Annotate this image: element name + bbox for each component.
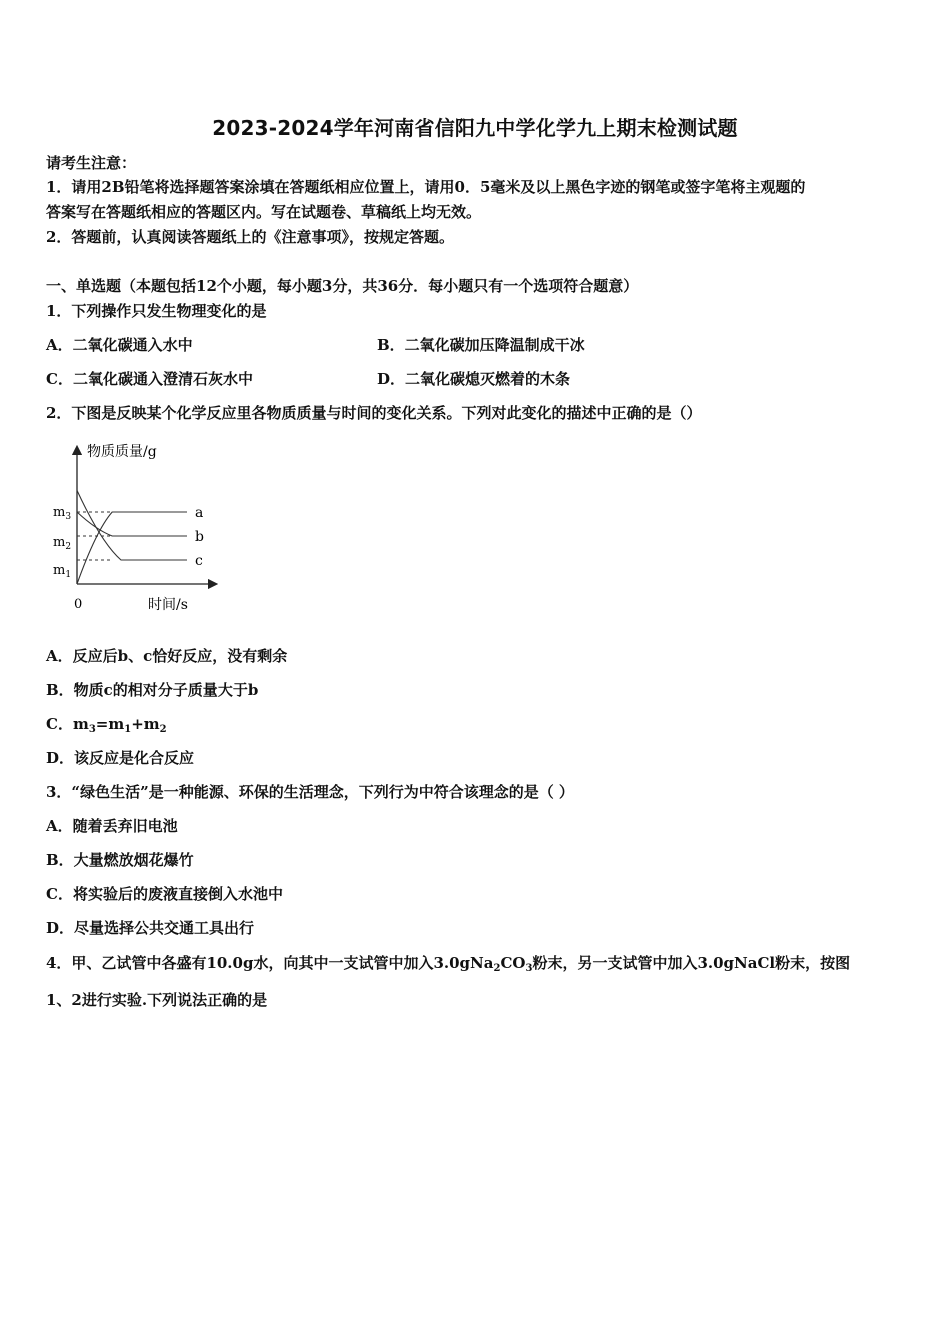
- section-heading: 一、单选题（本题包括12个小题，每小题3分，共36分．每小题只有一个选项符合题意）: [46, 277, 639, 295]
- q2-option-c: C．$m_3=m_1+m_2$: [46, 715, 167, 735]
- q1-option-c: C．二氧化碳通入澄清石灰水中: [46, 370, 253, 388]
- q3-option-b: B．大量燃放烟花爆竹: [46, 851, 194, 869]
- series-b-line: [77, 512, 187, 536]
- q3-option-c: C．将实验后的废液直接倒入水池中: [46, 885, 283, 903]
- y-axis-label: 物质质量/g: [87, 444, 157, 460]
- series-b-label: b: [195, 529, 204, 545]
- q3-option-a: A．随着丢弃旧电池: [46, 817, 178, 835]
- notice-line-1: 1．请用2B铅笔将选择题答案涂填在答题纸相应位置上，请用0．5毫米及以上黑色字迹的钢笔或签字笔将主观题的: [46, 178, 806, 196]
- q2-stem: 2．下图是反映某个化学反应里各物质质量与时间的变化关系。下列对此变化的描述中正确的是（）: [46, 404, 702, 422]
- q1-stem: 1．下列操作只发生物理变化的是: [46, 302, 267, 320]
- q3-option-d: D．尽量选择公共交通工具出行: [46, 919, 255, 937]
- mass-time-chart: [40, 436, 240, 621]
- notice-line-3: 2．答题前，认真阅读答题纸上的《注意事项》，按规定答题。: [46, 228, 454, 246]
- q2-option-d: D．该反应是化合反应: [46, 749, 195, 767]
- q1-option-b: B．二氧化碳加压降温制成干冰: [377, 336, 585, 354]
- m3-tick-label: $m_3$: [53, 505, 72, 522]
- q3-stem: 3．“绿色生活”是一种能源、环保的生活理念，下列行为中符合该理念的是（ ）: [46, 783, 574, 801]
- m2-tick-label: $m_2$: [53, 535, 72, 552]
- q2-option-a: A．反应后b、c恰好反应，没有剩余: [46, 647, 288, 665]
- q1-option-a: A．二氧化碳通入水中: [46, 336, 193, 354]
- series-a-label: a: [195, 505, 204, 521]
- series-c-label: c: [195, 553, 203, 569]
- q4-stem: 4．甲、乙试管中各盛有10.0g水，向其中一支试管中加入$3.0gNa_2CO_3$粉末，另一支试管中加入3.0gNaCl粉末，按图: [46, 954, 851, 974]
- x-axis-label: 时间/s: [148, 597, 188, 613]
- origin-label: 0: [74, 597, 83, 612]
- m1-tick-label: $m_1$: [53, 563, 72, 580]
- q4-stem-line-2: 1、2进行实验.下列说法正确的是: [46, 991, 268, 1009]
- notice-heading: 请考生注意：: [46, 154, 137, 172]
- page-title: 2023-2024学年河南省信阳九中学化学九上期末检测试题: [212, 116, 738, 140]
- q2-option-b: B．物质c的相对分子质量大于b: [46, 681, 259, 699]
- q1-option-d: D．二氧化碳熄灭燃着的木条: [377, 370, 571, 388]
- notice-line-2: 答案写在答题纸相应的答题区内。写在试题卷、草稿纸上均无效。: [46, 203, 482, 221]
